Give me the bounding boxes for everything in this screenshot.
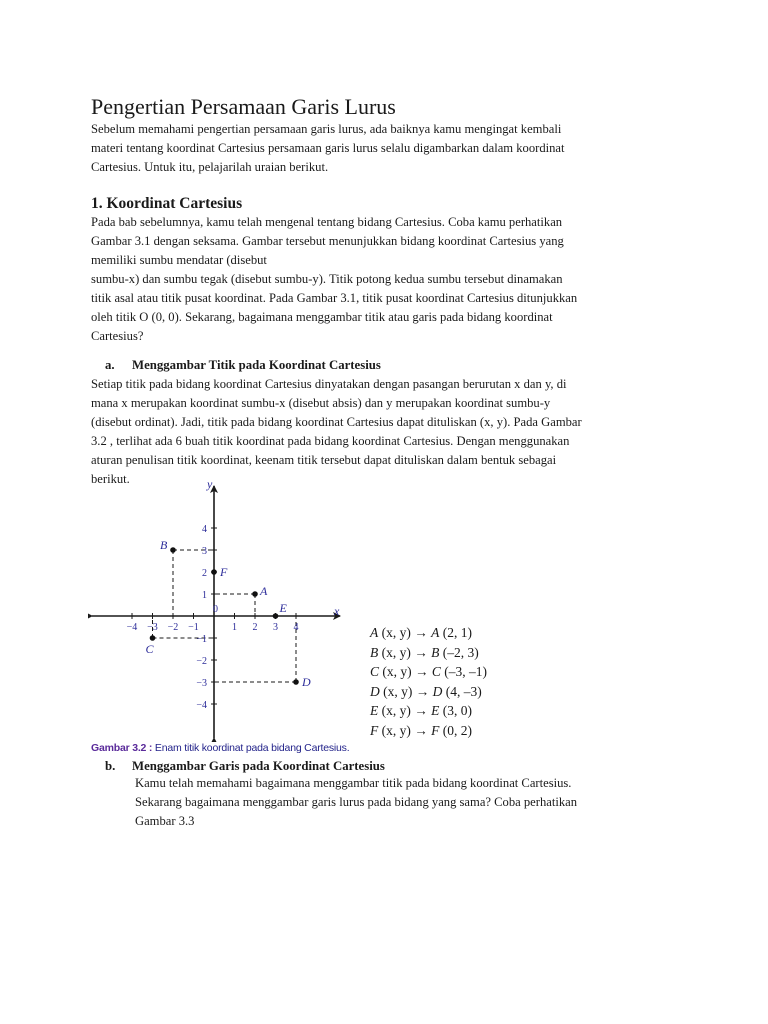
intro-line: Cartesius. Untuk itu, pelajarilah uraian berikut.: [91, 160, 329, 174]
subsection-a-line: (disebut ordinat). Jadi, titik pada bidang koordinat Cartesius dapat dituliskan (x, y). Pada Gambar: [91, 415, 582, 429]
point-e: [273, 613, 279, 619]
point-label-f: F: [220, 565, 228, 579]
x-tick-label: −2: [167, 622, 179, 633]
section-1-line: Gambar 3.1 dengan seksama. Gambar tersebut menunjukkan bidang koordinat Cartesius yang: [91, 234, 564, 248]
cartesian-plane-figure: [88, 476, 350, 742]
y-tick-label: −1: [196, 634, 207, 645]
subsection-a-line: 3.2 , terlihat ada 6 buah titik koordinat pada bidang koordinat Cartesius. Dengan menggunakan: [91, 434, 570, 448]
page-title: Pengertian Persamaan Garis Lurus: [91, 94, 396, 119]
subsection-b-line: Kamu telah memahami bagaimana menggambar titik pada bidang koordinat Cartesius.: [135, 776, 572, 790]
x-tick-label: 3: [273, 622, 278, 633]
subsection-a-line: berikut.: [91, 472, 130, 486]
point-label-b: B: [160, 538, 168, 552]
section-1-line: memiliki sumbu mendatar (disebut: [91, 253, 267, 267]
y-tick-label: −2: [196, 656, 207, 667]
section-1-paragraph: [91, 213, 678, 346]
subsection-a-line: Setiap titik pada bidang koordinat Cartesius dinyatakan dengan pasangan berurutan x dan y, di: [91, 377, 567, 391]
point-label-c: C: [145, 642, 154, 656]
y-tick-label: −4: [196, 700, 207, 711]
x-tick-label: −4: [126, 622, 138, 633]
point-label-d: D: [302, 675, 311, 689]
subsection-b-paragraph: [135, 774, 678, 831]
coordinate-line-a: A (x, y) → A (2, 1): [370, 625, 472, 640]
origin-label: 0: [213, 604, 218, 615]
point-label-a: A: [260, 584, 268, 598]
point-a: [252, 591, 258, 597]
subsection-a-line: aturan penulisan titik koordinat, keenam titik tersebut dapat dituliskan dalam bentuk sebagai: [91, 453, 557, 467]
y-tick-label: 1: [202, 590, 207, 601]
coordinate-line-b: B (x, y) → B (–2, 3): [370, 644, 479, 660]
x-tick-label: −3: [147, 622, 158, 633]
x-tick-label: 4: [293, 622, 299, 633]
subsection-b-title: Menggambar Garis pada Koordinat Cartesius: [132, 759, 385, 773]
section-1-heading: 1. Koordinat Cartesius: [91, 195, 243, 212]
point-f: [211, 569, 217, 575]
x-tick-label: −1: [188, 622, 199, 633]
subsection-a-line: mana x merupakan koordinat sumbu-x (disebut absis) dan y merupakan koordinat sumbu-y: [91, 396, 551, 410]
section-1-line: Pada bab sebelumnya, kamu telah mengenal tentang bidang Cartesius. Coba kamu perhatikan: [91, 215, 563, 229]
subsection-b-line: Gambar 3.3: [135, 814, 195, 828]
point-b: [170, 547, 176, 553]
subsection-b-line: Sekarang bagaimana menggambar garis lurus pada bidang yang sama? Coba perhatikan: [135, 795, 578, 809]
section-1-line: Cartesius?: [91, 329, 144, 343]
y-tick-label: −3: [196, 678, 207, 689]
subsection-a-heading: [105, 356, 381, 374]
intro-line: Sebelum memahami pengertian persamaan garis lurus, ada baiknya kamu mengingat kembali: [91, 122, 562, 136]
coordinate-line-d: D (x, y) → D (4, –3): [370, 683, 482, 699]
subsection-a-paragraph: [91, 375, 678, 489]
y-tick-label: 2: [202, 568, 207, 579]
point-c: [150, 635, 156, 641]
intro-paragraph: [91, 120, 678, 177]
section-1-line: sumbu-x) dan sumbu tegak (disebut sumbu-y). Titik potong kedua sumbu tersebut dinamakan: [91, 272, 563, 286]
section-1-line: titik asal atau titik pusat koordinat. Pada Gambar 3.1, titik pusat koordinat Cartesius ditunjukkan: [91, 291, 578, 305]
figure-caption-text: Enam titik koordinat pada bidang Cartesius.: [152, 742, 350, 754]
coordinate-line-f: F (x, y) → F (0, 2): [370, 722, 472, 738]
coordinate-list: [370, 623, 487, 740]
subsection-b-marker: b.: [105, 759, 116, 773]
subsection-a-title: Menggambar Titik pada Koordinat Cartesius: [132, 358, 381, 372]
coordinate-line-e: E (x, y) → E (3, 0): [370, 703, 472, 718]
figure-caption: [91, 742, 349, 754]
point-label-e: E: [279, 601, 287, 615]
figure-caption-label: Gambar 3.2 :: [91, 742, 153, 754]
x-axis-label: x: [334, 604, 340, 618]
intro-line: materi tentang koordinat Cartesius persamaan garis lurus selalu digambarkan dalam koordinat: [91, 141, 565, 155]
x-tick-label: 1: [232, 622, 237, 633]
section-1-line: oleh titik O (0, 0). Sekarang, bagaimana menggambar titik atau garis pada bidang koordinat: [91, 310, 553, 324]
coordinate-line-c: C (x, y) → C (–3, –1): [370, 664, 488, 679]
y-tick-label: 4: [202, 524, 207, 535]
subsection-a-marker: a.: [105, 358, 115, 372]
y-tick-label: 3: [202, 546, 207, 557]
y-axis-label: y: [207, 477, 213, 491]
subsection-b-heading: [105, 757, 385, 775]
x-tick-label: 2: [252, 622, 258, 633]
point-d: [293, 679, 299, 685]
